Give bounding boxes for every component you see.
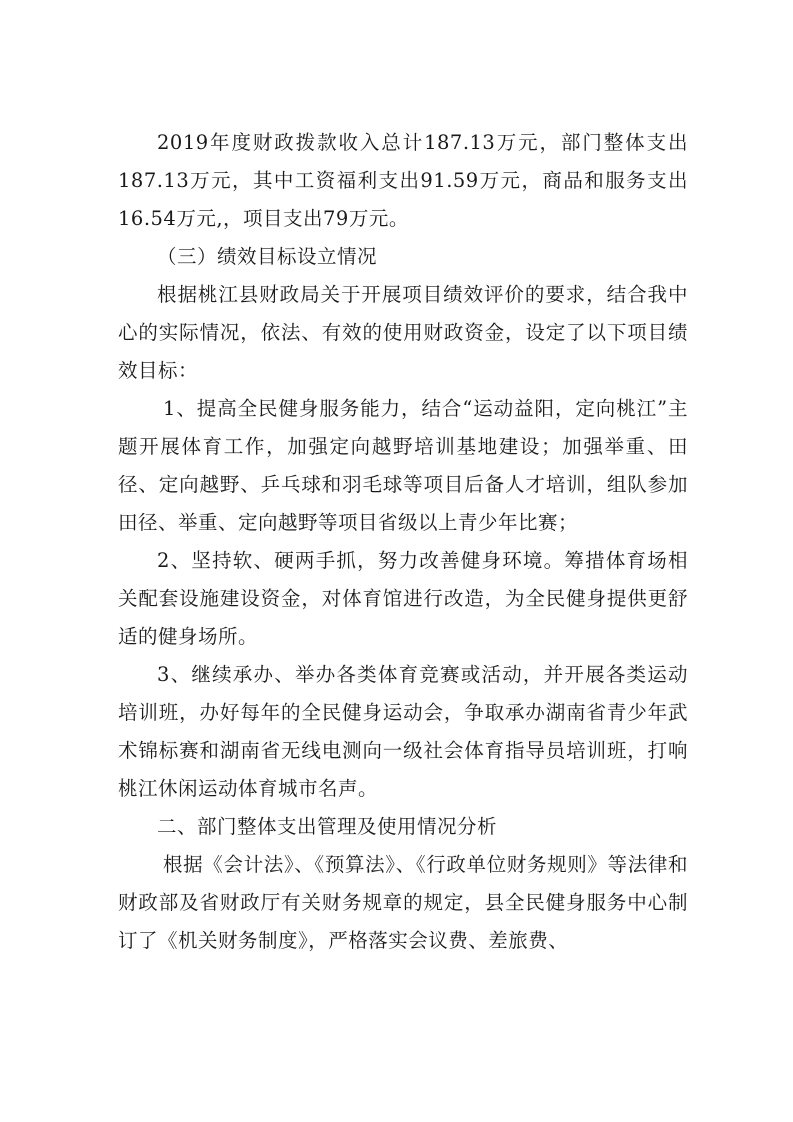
paragraph-goal-3: 3、继续承办、举办各类体育竞赛或活动，并开展各类运动培训班，办好每年的全民健身运动会，争取承办湖南省青少年武术锦标赛和湖南省无线电测向一级社会体育指导员培训班，打响桃江休闲运动体育城市名声。: [118, 663, 688, 800]
paragraph-goal-1: 1、提高全民健身服务能力，结合“运动益阳，定向桃江”主题开展体育工作，加强定向越野培训基地建设；加强举重、田径、定向越野、乒乓球和羽毛球等项目后备人才培训，组队参加田径、举重、定向越野等项目省级以上青少年比赛；: [118, 397, 688, 534]
paragraph-budget-summary: 2019年度财政拨款收入总计187.13万元，部门整体支出187.13万元，其中工资福利支出91.59万元，商品和服务支出16.54万元,，项目支出79万元。: [118, 131, 688, 230]
paragraph-goal-basis: 根据桃江县财政局关于开展项目绩效评价的要求，结合我中心的实际情况，依法、有效的使用财政资金，设定了以下项目绩效目标：: [118, 283, 688, 382]
paragraph-goal-2: 2、坚持软、硬两手抓，努力改善健身环境。筹措体育场相关配套设施建设资金，对体育馆进行改造，为全民健身提供更舒适的健身场所。: [118, 549, 688, 648]
section-heading-expenditure-analysis: 二、部门整体支出管理及使用情况分析: [157, 815, 498, 838]
paragraph-regulations: 根据《会计法》、《预算法》、《行政单位财务规则》等法律和财政部及省财政厅有关财务规章的规定，县全民健身服务中心制订了《机关财务制度》，严格落实会议费、差旅费、: [118, 853, 688, 952]
section-heading-performance-goals: （三）绩效目标设立情况: [157, 245, 378, 268]
